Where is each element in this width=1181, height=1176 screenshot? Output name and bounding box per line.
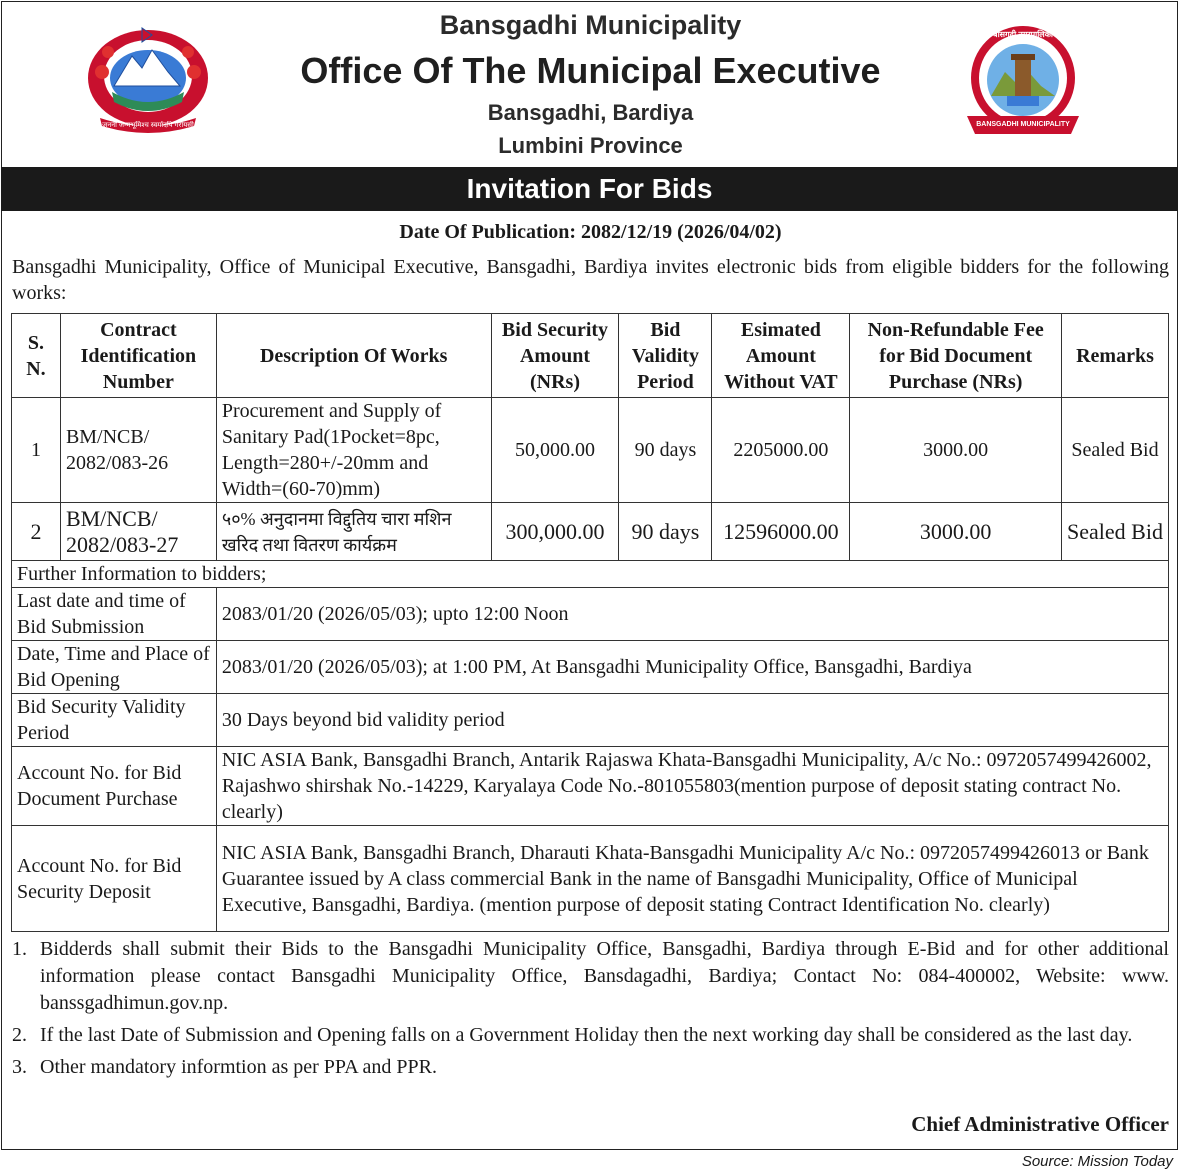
intro-paragraph: Bansgadhi Municipality, Office of Municipal Executive, Bansgadhi, Bardiya invites electronic bids from eligible bidders for the following works: xyxy=(12,256,1169,304)
info-value: NIC ASIA Bank, Bansgadhi Branch, Antarik Rajaswa Khata-Bansgadhi Municipality, A/c No.: 097205749942600​2, Rajashwo shirshak No.-14229, Karyalaya Code No.-801055803(mention purpose of deposit stating contract No. clearly) xyxy=(216,747,1168,826)
further-info-row xyxy=(12,561,1169,588)
note-text: If the last Date of Submission and Opening falls on a Government Holiday then the next working day shall be considered as the last day. xyxy=(40,1024,1133,1046)
row-bid-security: 300,000.00 xyxy=(491,503,619,561)
row-description: ५०% अनुदानमा विद्दुतिय चारा मशिन खरिद तथा वितरण कार्यक्रम xyxy=(216,503,491,561)
row-estimated-amount: 12596000.00 xyxy=(712,503,850,561)
row-description: Procurement and Supply of Sanitary Pad(1Pocket=8pc, Length=280+/-20mm and Width=(60-70)mm) xyxy=(216,398,491,503)
right-emblem-top-text: बाँसगढी नगरपालिका xyxy=(993,30,1053,39)
row-remarks: Sealed Bid xyxy=(1062,398,1169,503)
table-row xyxy=(12,398,1169,503)
table-header-row xyxy=(12,314,1169,398)
further-info-label: Further Information to bidders; xyxy=(12,561,1169,588)
row-bid-validity: 90 days xyxy=(619,503,712,561)
info-label: Account No. for Bid Security Deposit xyxy=(12,826,217,932)
row-contract-id: BM/NCB/ 2082/083-26 xyxy=(60,398,216,503)
info-label: Last date and time of Bid Submission xyxy=(12,588,217,641)
bids-table xyxy=(11,313,1169,932)
note-text: Other mandatory informtion as per PPA and PPR. xyxy=(40,1056,438,1078)
info-row xyxy=(12,588,1169,641)
header-description: Description Of Works xyxy=(216,314,491,398)
info-value: 2083/01/20 (2026/05/03); upto 12:00 Noon xyxy=(216,588,1168,641)
info-label: Date, Time and Place of Bid Opening xyxy=(12,641,217,694)
header-contract-id: Contract Identification Number xyxy=(60,314,216,398)
header-sn: S. N. xyxy=(12,314,61,398)
row-document-fee: 3000.00 xyxy=(850,398,1062,503)
row-estimated-amount: 2205000.00 xyxy=(712,398,850,503)
info-label: Account No. for Bid Document Purchase xyxy=(12,747,217,826)
municipality-name: Bansgadhi Municipality xyxy=(439,10,742,40)
note-number: 2. xyxy=(12,1024,27,1046)
header-document-fee: Non-Refundable Fee for Bid Document Purchase (NRs) xyxy=(850,314,1062,398)
note-number: 3. xyxy=(12,1056,27,1078)
row-bid-validity: 90 days xyxy=(619,398,712,503)
header-bid-security: Bid Security Amount (NRs) xyxy=(491,314,619,398)
row-remarks: Sealed Bid xyxy=(1062,503,1169,561)
note-text: Bidderds shall submit their Bids to the Bansgadhi Municipality Office, Bansgadhi, Bardiya through E-Bid and for other additional information please contact Bansgadhi Municipality Office, Bansdagadhi, Bardiya; Contact No: 084-400002, Website: www. banssgadhimun.gov.np. xyxy=(40,938,1169,1014)
publication-date: Date Of Publication: 2082/12/19 (2026/04/02) xyxy=(399,221,782,243)
office-location: Bansgadhi, Bardiya xyxy=(487,100,694,125)
province-name: Lumbini Province xyxy=(498,133,683,158)
row-sn: 2 xyxy=(12,503,61,561)
row-contract-id: BM/NCB/ 2082/083-27 xyxy=(60,503,216,561)
info-row xyxy=(12,826,1169,932)
header-estimated-amount: Esimated Amount Without VAT xyxy=(712,314,850,398)
info-value: 2083/01/20 (2026/05/03); at 1:00 PM, At Bansgadhi Municipality Office, Bansgadhi, Bardiya xyxy=(216,641,1168,694)
list-item xyxy=(12,1022,1169,1049)
info-label: Bid Security Validity Period xyxy=(12,694,217,747)
notes-list xyxy=(12,936,1169,1086)
row-sn: 1 xyxy=(12,398,61,503)
source-credit: Source: Mission Today xyxy=(1021,1153,1173,1170)
list-item xyxy=(12,1054,1169,1081)
info-row xyxy=(12,641,1169,694)
row-bid-security: 50,000.00 xyxy=(491,398,619,503)
office-title: Office Of The Municipal Executive xyxy=(300,50,881,91)
info-value: NIC ASIA Bank, Bansgadhi Branch, Dharauti Khata-Bansgadhi Municipality A/c No.: 0972057499426013 or Bank Guarantee issued by A class commercial Bank in the name of Bansgadhi Municipality, Office of Municipal Executive, Bansgadhi, Bardiya. (mention purpose of deposit stating Contract Identification No. clearly) xyxy=(216,826,1168,932)
info-row xyxy=(12,747,1169,826)
table-row xyxy=(12,503,1169,561)
header-remarks: Remarks xyxy=(1062,314,1169,398)
header-bid-validity: Bid Validity Period xyxy=(619,314,712,398)
signature: Chief Administrative Officer xyxy=(911,1112,1169,1136)
note-number: 1. xyxy=(12,938,27,960)
right-emblem-ribbon-text: BANSGADHI MUNICIPALITY xyxy=(976,121,1070,128)
left-emblem-motto: जननी जन्मभूमिश्च स्वर्गादपि गरीयसी xyxy=(102,122,194,129)
row-document-fee: 3000.00 xyxy=(850,503,1062,561)
list-item xyxy=(12,936,1169,1017)
invitation-banner: Invitation For Bids xyxy=(1,167,1178,211)
info-row xyxy=(12,694,1169,747)
info-value: 30 Days beyond bid validity period xyxy=(216,694,1168,747)
